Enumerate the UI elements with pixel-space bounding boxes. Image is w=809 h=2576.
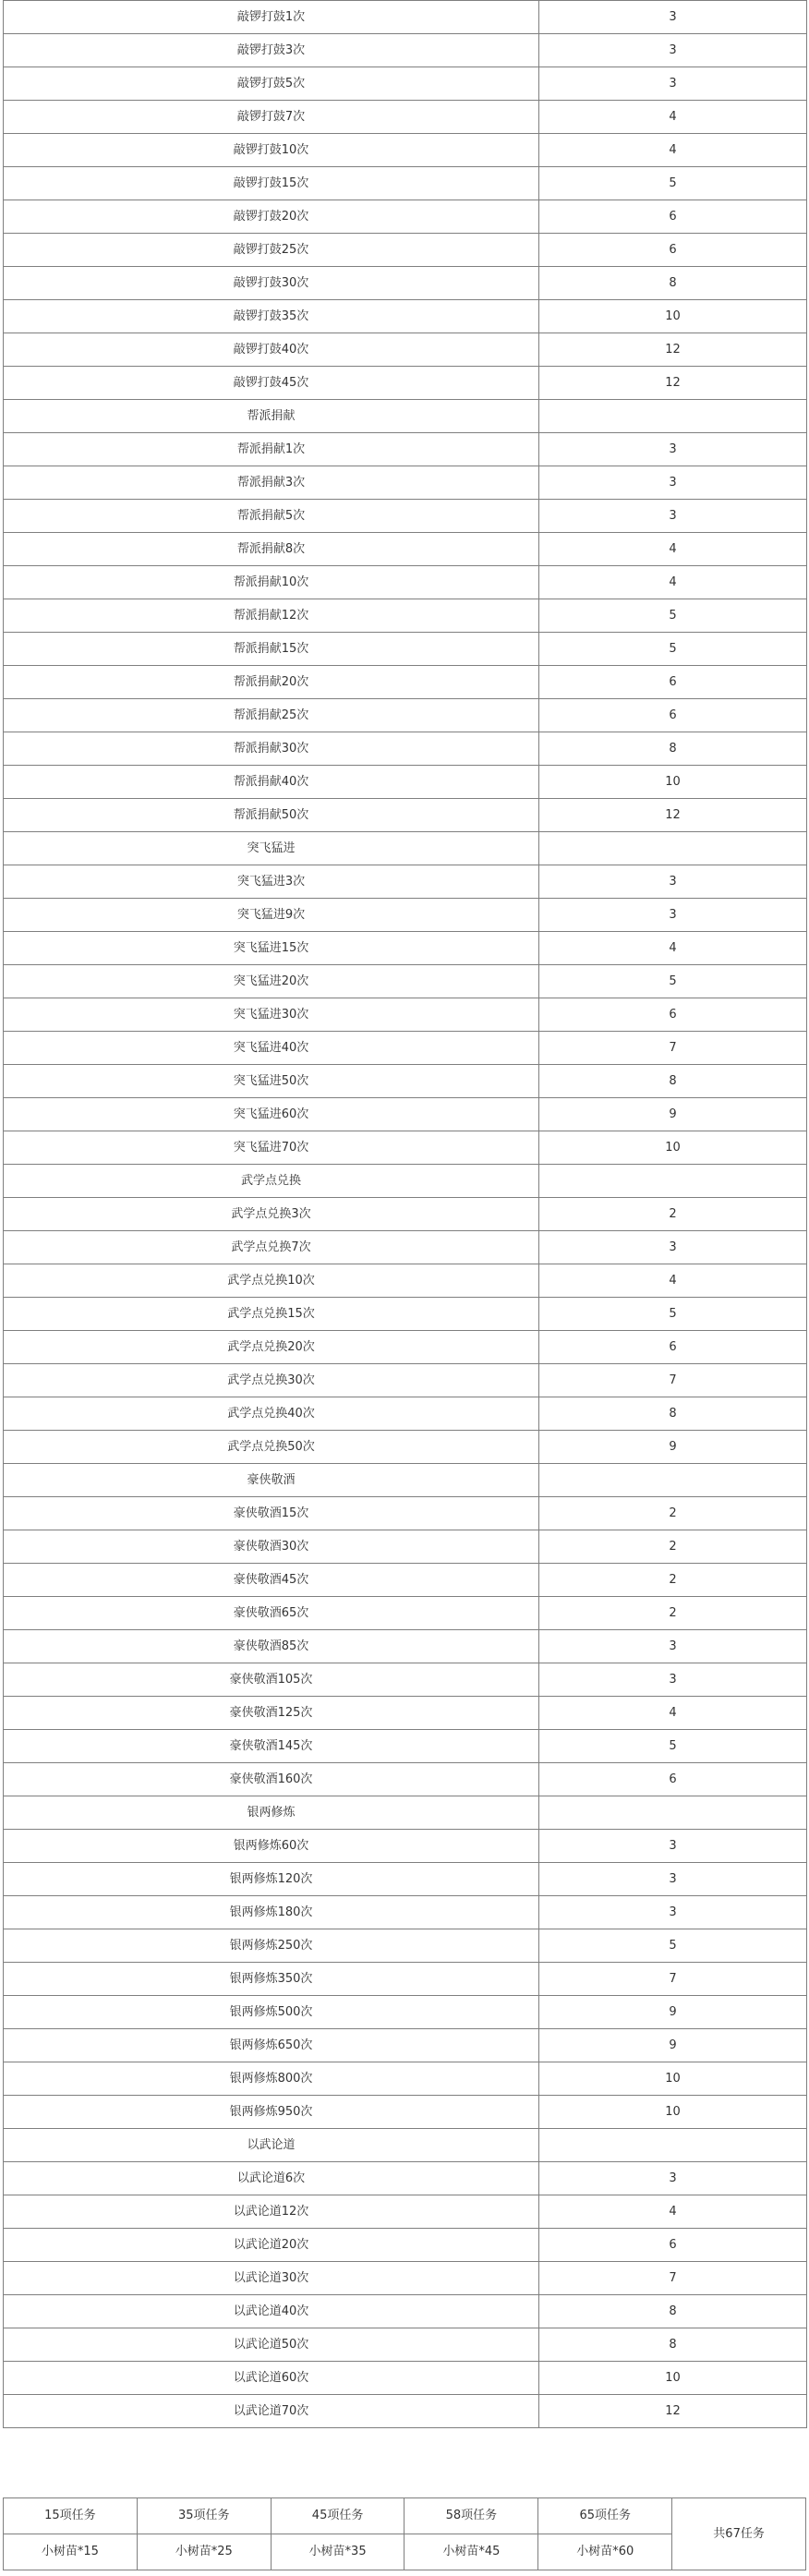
table-row bbox=[4, 1131, 807, 1165]
table-row bbox=[4, 533, 807, 566]
task-name-cell: 银两修炼950次 bbox=[4, 2096, 539, 2129]
table-row bbox=[4, 167, 807, 200]
table-row bbox=[4, 1630, 807, 1663]
table-row bbox=[4, 1530, 807, 1564]
task-name-cell: 突飞猛进30次 bbox=[4, 998, 539, 1032]
table-row bbox=[4, 1597, 807, 1630]
task-value-cell: 2 bbox=[539, 1198, 807, 1231]
table-row bbox=[4, 500, 807, 533]
task-value-cell: 8 bbox=[539, 267, 807, 300]
table-row bbox=[4, 200, 807, 234]
table-row bbox=[4, 1397, 807, 1431]
task-value-cell: 6 bbox=[539, 699, 807, 732]
table-row bbox=[4, 1364, 807, 1397]
task-name-cell: 敲锣打鼓10次 bbox=[4, 134, 539, 167]
task-name-cell: 豪侠敬酒 bbox=[4, 1464, 539, 1497]
section-header-row bbox=[4, 1464, 807, 1497]
table-row bbox=[4, 2162, 807, 2195]
task-name-cell: 豪侠敬酒15次 bbox=[4, 1497, 539, 1530]
task-value-cell bbox=[539, 1796, 807, 1830]
table-row bbox=[4, 1963, 807, 1996]
task-value-cell: 3 bbox=[539, 1, 807, 34]
table-row bbox=[4, 101, 807, 134]
table-row bbox=[4, 1, 807, 34]
task-name-cell: 敲锣打鼓7次 bbox=[4, 101, 539, 134]
task-name-cell: 以武论道 bbox=[4, 2129, 539, 2162]
milestone-cell: 45项任务 bbox=[271, 2498, 404, 2534]
task-value-cell: 3 bbox=[539, 1231, 807, 1264]
task-name-cell: 敲锣打鼓5次 bbox=[4, 67, 539, 101]
task-name-cell: 豪侠敬酒125次 bbox=[4, 1697, 539, 1730]
task-value-cell: 10 bbox=[539, 300, 807, 333]
task-name-cell: 武学点兑换3次 bbox=[4, 1198, 539, 1231]
task-name-cell: 武学点兑换 bbox=[4, 1165, 539, 1198]
task-value-cell: 2 bbox=[539, 1530, 807, 1564]
task-name-cell: 帮派捐献8次 bbox=[4, 533, 539, 566]
task-name-cell: 豪侠敬酒45次 bbox=[4, 1564, 539, 1597]
task-value-cell: 7 bbox=[539, 1032, 807, 1065]
table-row bbox=[4, 1298, 807, 1331]
table-row bbox=[4, 1929, 807, 1963]
task-name-cell: 以武论道6次 bbox=[4, 2162, 539, 2195]
task-name-cell: 帮派捐献25次 bbox=[4, 699, 539, 732]
task-value-cell: 3 bbox=[539, 865, 807, 899]
table-row bbox=[4, 599, 807, 633]
task-name-cell: 帮派捐献 bbox=[4, 400, 539, 433]
task-value-cell: 4 bbox=[539, 2195, 807, 2229]
table-row bbox=[4, 300, 807, 333]
task-value-cell: 7 bbox=[539, 1364, 807, 1397]
task-name-cell: 以武论道70次 bbox=[4, 2395, 539, 2428]
task-name-cell: 突飞猛进40次 bbox=[4, 1032, 539, 1065]
task-name-cell: 突飞猛进 bbox=[4, 832, 539, 865]
task-value-cell: 5 bbox=[539, 633, 807, 666]
task-name-cell: 以武论道40次 bbox=[4, 2295, 539, 2328]
task-name-cell: 帮派捐献1次 bbox=[4, 433, 539, 466]
table-row bbox=[4, 34, 807, 67]
task-value-cell: 12 bbox=[539, 367, 807, 400]
table-row bbox=[4, 2096, 807, 2129]
task-value-cell: 9 bbox=[539, 1431, 807, 1464]
task-value-cell: 4 bbox=[539, 134, 807, 167]
task-value-cell: 7 bbox=[539, 2262, 807, 2295]
table-row bbox=[4, 1331, 807, 1364]
table-row bbox=[4, 2195, 807, 2229]
table-row bbox=[4, 267, 807, 300]
task-name-cell: 以武论道20次 bbox=[4, 2229, 539, 2262]
task-value-cell: 3 bbox=[539, 1630, 807, 1663]
milestone-row bbox=[4, 2498, 806, 2534]
table-row bbox=[4, 732, 807, 766]
task-name-cell: 以武论道12次 bbox=[4, 2195, 539, 2229]
task-value-cell bbox=[539, 1165, 807, 1198]
task-name-cell: 敲锣打鼓15次 bbox=[4, 167, 539, 200]
task-name-cell: 银两修炼350次 bbox=[4, 1963, 539, 1996]
task-value-cell: 5 bbox=[539, 1929, 807, 1963]
task-value-cell: 3 bbox=[539, 1863, 807, 1896]
milestone-cell: 15项任务 bbox=[4, 2498, 138, 2534]
reward-cell: 小树苗*35 bbox=[271, 2534, 404, 2570]
table-row bbox=[4, 1730, 807, 1763]
task-name-cell: 敲锣打鼓40次 bbox=[4, 333, 539, 367]
task-value-cell: 3 bbox=[539, 1830, 807, 1863]
task-value-cell: 10 bbox=[539, 1131, 807, 1165]
task-value-cell: 8 bbox=[539, 2328, 807, 2362]
task-value-cell: 3 bbox=[539, 67, 807, 101]
task-value-cell: 3 bbox=[539, 1896, 807, 1929]
task-name-cell: 突飞猛进3次 bbox=[4, 865, 539, 899]
table-row bbox=[4, 134, 807, 167]
table-row bbox=[4, 2295, 807, 2328]
task-value-cell: 8 bbox=[539, 2295, 807, 2328]
task-name-cell: 武学点兑换10次 bbox=[4, 1264, 539, 1298]
task-value-cell: 5 bbox=[539, 1298, 807, 1331]
task-value-cell: 6 bbox=[539, 200, 807, 234]
task-value-cell: 4 bbox=[539, 932, 807, 965]
task-name-cell: 敲锣打鼓20次 bbox=[4, 200, 539, 234]
task-value-cell: 3 bbox=[539, 34, 807, 67]
task-name-cell: 武学点兑换15次 bbox=[4, 1298, 539, 1331]
task-value-cell: 5 bbox=[539, 167, 807, 200]
task-name-cell: 突飞猛进50次 bbox=[4, 1065, 539, 1098]
task-value-cell: 4 bbox=[539, 1264, 807, 1298]
task-table-body bbox=[4, 1, 807, 2428]
reward-cell: 小树苗*45 bbox=[404, 2534, 538, 2570]
table-row bbox=[4, 1032, 807, 1065]
task-value-cell: 4 bbox=[539, 533, 807, 566]
task-value-cell bbox=[539, 2129, 807, 2162]
table-row bbox=[4, 998, 807, 1032]
task-table bbox=[3, 0, 807, 2428]
table-row bbox=[4, 1896, 807, 1929]
task-name-cell: 银两修炼 bbox=[4, 1796, 539, 1830]
task-value-cell: 3 bbox=[539, 899, 807, 932]
task-value-cell: 3 bbox=[539, 433, 807, 466]
task-value-cell: 6 bbox=[539, 666, 807, 699]
task-name-cell: 以武论道60次 bbox=[4, 2362, 539, 2395]
total-task-cell: 共67任务 bbox=[672, 2498, 806, 2570]
task-value-cell: 8 bbox=[539, 1065, 807, 1098]
task-value-cell: 4 bbox=[539, 566, 807, 599]
section-header-row bbox=[4, 2129, 807, 2162]
task-name-cell: 帮派捐献3次 bbox=[4, 466, 539, 500]
table-row bbox=[4, 1198, 807, 1231]
task-name-cell: 敲锣打鼓45次 bbox=[4, 367, 539, 400]
task-value-cell: 4 bbox=[539, 101, 807, 134]
task-value-cell: 10 bbox=[539, 2362, 807, 2395]
task-value-cell: 6 bbox=[539, 2229, 807, 2262]
task-value-cell: 10 bbox=[539, 2096, 807, 2129]
task-value-cell: 5 bbox=[539, 1730, 807, 1763]
task-name-cell: 敲锣打鼓3次 bbox=[4, 34, 539, 67]
task-value-cell: 12 bbox=[539, 799, 807, 832]
table-row bbox=[4, 2395, 807, 2428]
task-name-cell: 帮派捐献20次 bbox=[4, 666, 539, 699]
table-row bbox=[4, 1697, 807, 1730]
table-row bbox=[4, 2229, 807, 2262]
task-value-cell: 4 bbox=[539, 1697, 807, 1730]
task-name-cell: 帮派捐献5次 bbox=[4, 500, 539, 533]
table-row bbox=[4, 799, 807, 832]
table-row bbox=[4, 1065, 807, 1098]
section-header-row bbox=[4, 1165, 807, 1198]
task-value-cell: 6 bbox=[539, 1763, 807, 1796]
task-value-cell: 7 bbox=[539, 1963, 807, 1996]
milestone-cell: 65项任务 bbox=[538, 2498, 672, 2534]
table-row bbox=[4, 865, 807, 899]
table-row bbox=[4, 965, 807, 998]
task-value-cell: 5 bbox=[539, 965, 807, 998]
task-value-cell: 9 bbox=[539, 2029, 807, 2062]
reward-cell: 小树苗*25 bbox=[137, 2534, 271, 2570]
table-row bbox=[4, 1863, 807, 1896]
task-name-cell: 帮派捐献12次 bbox=[4, 599, 539, 633]
task-value-cell: 12 bbox=[539, 333, 807, 367]
table-row bbox=[4, 1763, 807, 1796]
table-row bbox=[4, 1098, 807, 1131]
table-row bbox=[4, 2262, 807, 2295]
task-value-cell: 12 bbox=[539, 2395, 807, 2428]
task-value-cell: 10 bbox=[539, 2062, 807, 2096]
task-value-cell: 9 bbox=[539, 1996, 807, 2029]
table-row bbox=[4, 234, 807, 267]
task-name-cell: 武学点兑换50次 bbox=[4, 1431, 539, 1464]
task-name-cell: 以武论道50次 bbox=[4, 2328, 539, 2362]
task-name-cell: 帮派捐献50次 bbox=[4, 799, 539, 832]
table-row bbox=[4, 932, 807, 965]
task-name-cell: 银两修炼180次 bbox=[4, 1896, 539, 1929]
table-row bbox=[4, 633, 807, 666]
task-value-cell: 6 bbox=[539, 234, 807, 267]
task-name-cell: 银两修炼60次 bbox=[4, 1830, 539, 1863]
task-name-cell: 豪侠敬酒30次 bbox=[4, 1530, 539, 1564]
task-name-cell: 敲锣打鼓35次 bbox=[4, 300, 539, 333]
table-row bbox=[4, 1996, 807, 2029]
milestone-cell: 58项任务 bbox=[404, 2498, 538, 2534]
table-row bbox=[4, 1497, 807, 1530]
milestone-cell: 35项任务 bbox=[137, 2498, 271, 2534]
table-row bbox=[4, 1264, 807, 1298]
task-name-cell: 敲锣打鼓1次 bbox=[4, 1, 539, 34]
task-name-cell: 豪侠敬酒85次 bbox=[4, 1630, 539, 1663]
task-name-cell: 以武论道30次 bbox=[4, 2262, 539, 2295]
table-row bbox=[4, 699, 807, 732]
table-row bbox=[4, 1231, 807, 1264]
task-value-cell: 3 bbox=[539, 500, 807, 533]
task-value-cell: 5 bbox=[539, 599, 807, 633]
task-name-cell: 帮派捐献10次 bbox=[4, 566, 539, 599]
table-row bbox=[4, 333, 807, 367]
task-name-cell: 突飞猛进60次 bbox=[4, 1098, 539, 1131]
task-name-cell: 突飞猛进70次 bbox=[4, 1131, 539, 1165]
task-value-cell: 3 bbox=[539, 1663, 807, 1697]
task-name-cell: 豪侠敬酒145次 bbox=[4, 1730, 539, 1763]
task-name-cell: 武学点兑换7次 bbox=[4, 1231, 539, 1264]
table-row bbox=[4, 666, 807, 699]
reward-cell: 小树苗*15 bbox=[4, 2534, 138, 2570]
task-value-cell: 10 bbox=[539, 766, 807, 799]
table-row bbox=[4, 2362, 807, 2395]
task-value-cell bbox=[539, 1464, 807, 1497]
task-name-cell: 帮派捐献40次 bbox=[4, 766, 539, 799]
task-value-cell bbox=[539, 400, 807, 433]
reward-cell: 小树苗*60 bbox=[538, 2534, 672, 2570]
task-name-cell: 银两修炼250次 bbox=[4, 1929, 539, 1963]
table-row bbox=[4, 466, 807, 500]
task-name-cell: 武学点兑换40次 bbox=[4, 1397, 539, 1431]
task-name-cell: 武学点兑换20次 bbox=[4, 1331, 539, 1364]
task-name-cell: 豪侠敬酒105次 bbox=[4, 1663, 539, 1697]
task-name-cell: 帮派捐献30次 bbox=[4, 732, 539, 766]
table-row bbox=[4, 1663, 807, 1697]
table-row bbox=[4, 2029, 807, 2062]
reward-table bbox=[3, 2497, 806, 2570]
task-name-cell: 突飞猛进20次 bbox=[4, 965, 539, 998]
task-value-cell: 9 bbox=[539, 1098, 807, 1131]
table-row bbox=[4, 899, 807, 932]
section-header-row bbox=[4, 400, 807, 433]
task-value-cell: 3 bbox=[539, 2162, 807, 2195]
table-row bbox=[4, 67, 807, 101]
task-name-cell: 突飞猛进15次 bbox=[4, 932, 539, 965]
table-row bbox=[4, 1431, 807, 1464]
task-name-cell: 银两修炼120次 bbox=[4, 1863, 539, 1896]
task-name-cell: 帮派捐献15次 bbox=[4, 633, 539, 666]
table-row bbox=[4, 2328, 807, 2362]
task-name-cell: 敲锣打鼓25次 bbox=[4, 234, 539, 267]
task-value-cell: 2 bbox=[539, 1597, 807, 1630]
task-name-cell: 突飞猛进9次 bbox=[4, 899, 539, 932]
task-value-cell: 6 bbox=[539, 998, 807, 1032]
task-name-cell: 豪侠敬酒65次 bbox=[4, 1597, 539, 1630]
task-name-cell: 敲锣打鼓30次 bbox=[4, 267, 539, 300]
table-row bbox=[4, 433, 807, 466]
table-row bbox=[4, 1830, 807, 1863]
task-value-cell: 3 bbox=[539, 466, 807, 500]
task-name-cell: 豪侠敬酒160次 bbox=[4, 1763, 539, 1796]
task-value-cell: 8 bbox=[539, 732, 807, 766]
table-row bbox=[4, 2062, 807, 2096]
table-row bbox=[4, 1564, 807, 1597]
task-value-cell: 2 bbox=[539, 1497, 807, 1530]
task-name-cell: 武学点兑换30次 bbox=[4, 1364, 539, 1397]
table-row bbox=[4, 367, 807, 400]
task-value-cell bbox=[539, 832, 807, 865]
task-value-cell: 6 bbox=[539, 1331, 807, 1364]
task-value-cell: 8 bbox=[539, 1397, 807, 1431]
table-row bbox=[4, 566, 807, 599]
task-name-cell: 银两修炼650次 bbox=[4, 2029, 539, 2062]
task-name-cell: 银两修炼500次 bbox=[4, 1996, 539, 2029]
task-value-cell: 2 bbox=[539, 1564, 807, 1597]
section-header-row bbox=[4, 832, 807, 865]
section-header-row bbox=[4, 1796, 807, 1830]
task-name-cell: 银两修炼800次 bbox=[4, 2062, 539, 2096]
table-row bbox=[4, 766, 807, 799]
